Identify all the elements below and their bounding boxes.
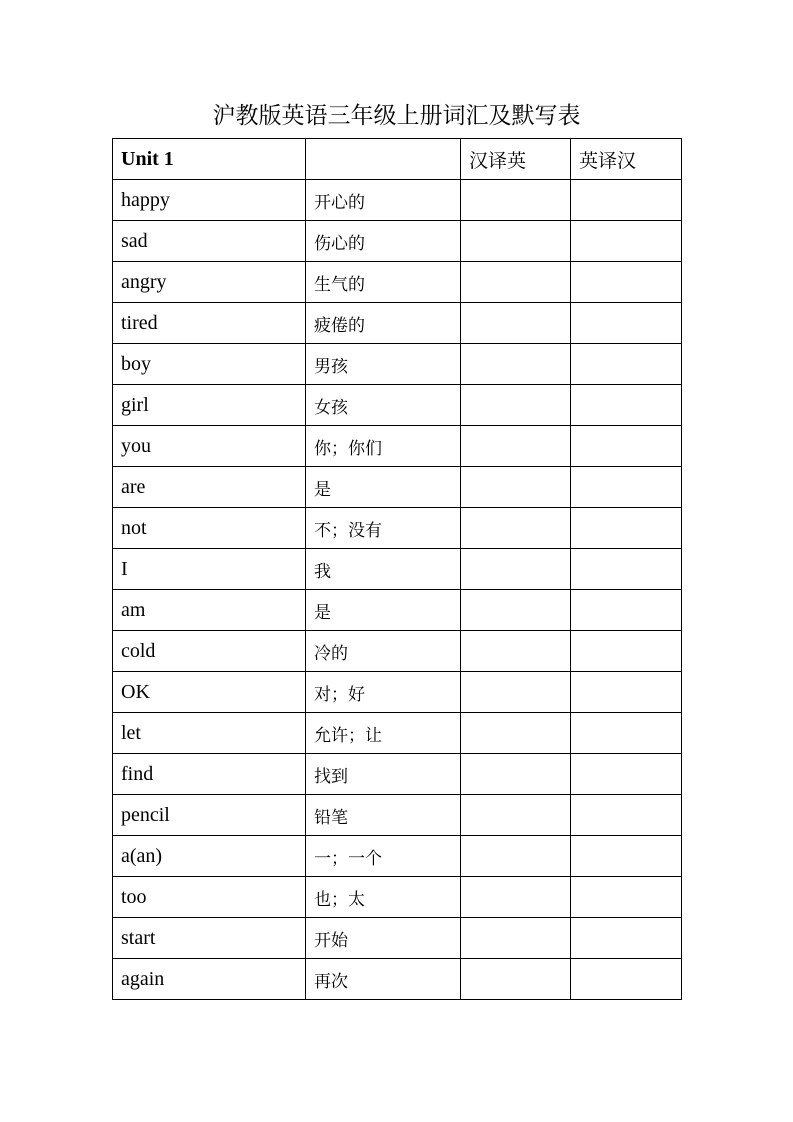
chinese-meaning: 你；你们 [306,426,461,467]
table-row [113,713,682,754]
zh-to-en-answer-cell[interactable] [461,549,571,590]
table-row [113,754,682,795]
chinese-meaning: 生气的 [306,262,461,303]
en-to-zh-answer-cell[interactable] [571,631,682,672]
unit-heading: Unit 1 [113,139,306,180]
chinese-meaning: 找到 [306,754,461,795]
table-row [113,549,682,590]
zh-to-en-answer-cell[interactable] [461,262,571,303]
table-row [113,795,682,836]
zh-to-en-answer-cell[interactable] [461,508,571,549]
en-to-zh-answer-cell[interactable] [571,877,682,918]
chinese-meaning: 冷的 [306,631,461,672]
en-to-zh-answer-cell[interactable] [571,508,682,549]
table-header-row [113,139,682,180]
en-to-zh-answer-cell[interactable] [571,713,682,754]
chinese-meaning: 也；太 [306,877,461,918]
english-word: OK [113,672,306,713]
zh-to-en-answer-cell[interactable] [461,344,571,385]
chinese-meaning: 再次 [306,959,461,1000]
table-row [113,262,682,303]
chinese-meaning: 开始 [306,918,461,959]
chinese-meaning: 一；一个 [306,836,461,877]
chinese-meaning: 疲倦的 [306,303,461,344]
english-word: again [113,959,306,1000]
chinese-meaning: 允许；让 [306,713,461,754]
chinese-meaning: 伤心的 [306,221,461,262]
table-row [113,426,682,467]
zh-to-en-answer-cell[interactable] [461,221,571,262]
table-row [113,508,682,549]
zh-to-en-answer-cell[interactable] [461,385,571,426]
table-row [113,221,682,262]
english-word: boy [113,344,306,385]
en-to-zh-answer-cell[interactable] [571,795,682,836]
english-word: a(an) [113,836,306,877]
zh-to-en-answer-cell[interactable] [461,918,571,959]
table-row [113,180,682,221]
table-row [113,590,682,631]
chinese-meaning: 是 [306,467,461,508]
chinese-meaning: 男孩 [306,344,461,385]
en-to-zh-answer-cell[interactable] [571,221,682,262]
english-word: not [113,508,306,549]
zh-to-en-answer-cell[interactable] [461,303,571,344]
english-word: pencil [113,795,306,836]
zh-to-en-answer-cell[interactable] [461,754,571,795]
en-to-zh-answer-cell[interactable] [571,590,682,631]
zh-to-en-answer-cell[interactable] [461,672,571,713]
en-to-zh-answer-cell[interactable] [571,754,682,795]
en-to-zh-answer-cell[interactable] [571,836,682,877]
english-word: I [113,549,306,590]
table-row [113,303,682,344]
chinese-meaning: 开心的 [306,180,461,221]
zh-to-en-answer-cell[interactable] [461,631,571,672]
en-to-zh-answer-cell[interactable] [571,344,682,385]
table-row [113,918,682,959]
en-to-zh-answer-cell[interactable] [571,672,682,713]
chinese-meaning: 不；没有 [306,508,461,549]
table-row [113,877,682,918]
meaning-heading [306,139,461,180]
english-word: start [113,918,306,959]
english-word: tired [113,303,306,344]
zh-to-en-answer-cell[interactable] [461,180,571,221]
english-word: happy [113,180,306,221]
zh-to-en-answer-cell[interactable] [461,959,571,1000]
english-word: let [113,713,306,754]
zh-to-en-heading: 汉译英 [461,139,571,180]
english-word: find [113,754,306,795]
english-word: am [113,590,306,631]
en-to-zh-answer-cell[interactable] [571,467,682,508]
chinese-meaning: 是 [306,590,461,631]
en-to-zh-heading: 英译汉 [571,139,682,180]
table-row [113,672,682,713]
english-word: cold [113,631,306,672]
en-to-zh-answer-cell[interactable] [571,303,682,344]
chinese-meaning: 对；好 [306,672,461,713]
table-row [113,385,682,426]
english-word: sad [113,221,306,262]
table-row [113,631,682,672]
chinese-meaning: 我 [306,549,461,590]
page-title: 沪教版英语三年级上册词汇及默写表 [212,103,581,129]
en-to-zh-answer-cell[interactable] [571,385,682,426]
en-to-zh-answer-cell[interactable] [571,426,682,467]
chinese-meaning: 女孩 [306,385,461,426]
english-word: are [113,467,306,508]
english-word: angry [113,262,306,303]
en-to-zh-answer-cell[interactable] [571,918,682,959]
english-word: girl [113,385,306,426]
table-row [113,344,682,385]
chinese-meaning: 铅笔 [306,795,461,836]
en-to-zh-answer-cell[interactable] [571,262,682,303]
table-row [113,836,682,877]
zh-to-en-answer-cell[interactable] [461,795,571,836]
zh-to-en-answer-cell[interactable] [461,590,571,631]
en-to-zh-answer-cell[interactable] [571,180,682,221]
en-to-zh-answer-cell[interactable] [571,959,682,1000]
zh-to-en-answer-cell[interactable] [461,426,571,467]
table-row [113,467,682,508]
zh-to-en-answer-cell[interactable] [461,467,571,508]
zh-to-en-answer-cell[interactable] [461,877,571,918]
english-word: you [113,426,306,467]
vocabulary-table-body [113,139,682,1000]
zh-to-en-answer-cell[interactable] [461,713,571,754]
vocabulary-table [112,138,682,1000]
zh-to-en-answer-cell[interactable] [461,836,571,877]
en-to-zh-answer-cell[interactable] [571,549,682,590]
english-word: too [113,877,306,918]
table-row [113,959,682,1000]
